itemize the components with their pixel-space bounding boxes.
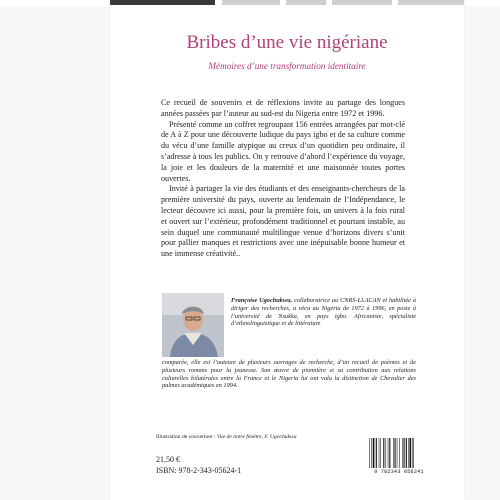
top-bar-segment	[222, 0, 280, 5]
author-bio-rest: comparée, elle est l’auteure de plusieurs ouvrages de recherche, d’un recueil de poèmes et de plusieurs romans pour la jeunesse. Son œuvre de pionnière et sa contribution aux relations culturelles bilatérales entre la France et le Nigeria lui ont valu la distinction de Chevalier des palmes académiques en 1994.	[162, 359, 416, 390]
blurb-paragraph: Ce recueil de souvenirs et de réflexions invite au partage des longues années passées par l’auteur au sud-est du Nigeria entre 1972 et 1996.	[161, 98, 405, 118]
blurb	[161, 98, 405, 260]
barcode-number: 9 782343 056241	[374, 469, 424, 475]
barcode	[368, 438, 428, 470]
top-bar-segment	[398, 0, 464, 5]
author-photo-image	[162, 293, 224, 357]
author-photo	[162, 293, 224, 357]
cover-credit	[156, 434, 297, 440]
top-color-bar	[110, 0, 464, 5]
top-bar-segment	[332, 0, 392, 5]
author-name: Françoise Ugochukwu,	[231, 297, 293, 304]
blurb-paragraph: Présenté comme un coffret regroupant 156 entrées arrangées par mot-clé de A à Z pour une découverte ludique du pays igbo et de sa culture comme du vécu d’une famille atypique au creux d’un quotidien peu ordinaire, il s’adresse à tous les publics. On y retrouve d’abord l’expérience du voyage, la joie et les douleurs de la maternité et une maisonnée toutes portes ouvertes.	[161, 119, 405, 183]
credit-label: Illustration de couverture :	[156, 434, 217, 440]
author-bio-top: collaboratrice au CNRS-LLACAN et habilitée à diriger des recherches, a vécu au Nigeria de 1972 à 1996, en poste à l’université de Nsukka, en pays igbo. Africaniste, spécialiste d’ethnolinguistique et de littérature	[231, 297, 416, 328]
credit-value: Vue de notre fenêtre, F. Ugochukwu	[216, 434, 297, 440]
price: 21,50 €	[156, 455, 180, 464]
author-bio	[231, 297, 416, 328]
top-bar-dark-segment	[110, 0, 215, 5]
blurb-paragraph: Invité à partager la vie des étudiants et des enseignants-chercheurs de la première université du pays, ouverte au lendemain de l’Indépendance, le lecteur découvre ici aussi, pour la première fois, un univers à la fois rural et ouvert sur l’extérieur, profondément traditionnel et pourtant instable, au sein duquel une communauté multilingue venue d’horizons divers s’unit pour pallier manques et restrictions avec une inépuisable bonne humeur et une immense créativité..	[161, 184, 405, 259]
book-title: Bribes d’une vie nigériane	[186, 32, 388, 53]
top-bar-segment	[286, 0, 326, 5]
isbn: ISBN: 978-2-343-05624-1	[156, 466, 242, 475]
book-subtitle: Mémoires d’une transformation identitaire	[208, 61, 366, 71]
